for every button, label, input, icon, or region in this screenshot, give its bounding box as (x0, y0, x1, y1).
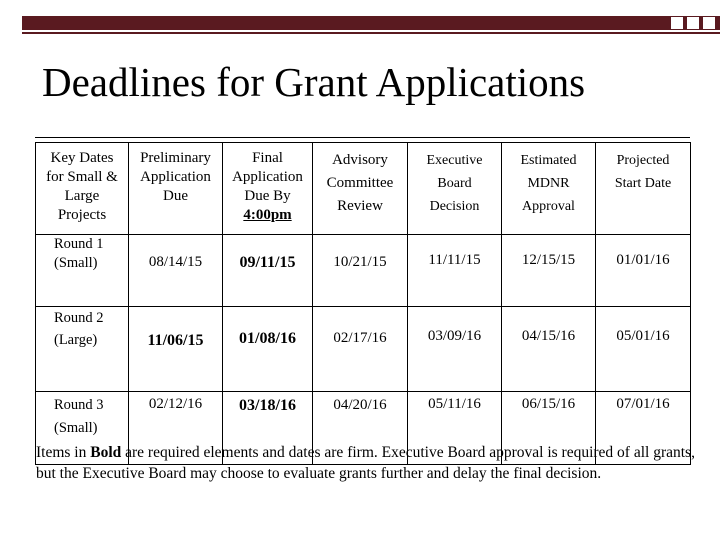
table-row (36, 307, 691, 392)
header-key-dates: Key Dates for Small & Large Projects (36, 143, 129, 235)
page-title: Deadlines for Grant Applications (42, 59, 586, 105)
deadlines-table (35, 142, 691, 465)
table-cell: 01/01/16 (596, 235, 691, 307)
header-final-application: Final Application Due By 4:00pm (223, 143, 313, 235)
bold-keyword: Bold (90, 444, 122, 461)
table-cell: 05/01/16 (596, 307, 691, 392)
footnote-text: Items in Bold are required elements and dates are firm. Executive Board approval is required of all grants, but the Executive Board may choose to evaluate grants further and delay the final decision. (36, 444, 695, 482)
decoration-square (686, 16, 700, 30)
table-row (36, 235, 691, 307)
table-header-row (36, 143, 691, 235)
table-cell: 12/15/15 (502, 235, 596, 307)
table-cell: 11/06/15 (129, 307, 223, 392)
table-cell: 09/11/15 (223, 235, 313, 307)
table-cell: 02/12/16 (129, 392, 223, 465)
row-label: Round 3 (Small) (36, 392, 129, 465)
header-projected-start: Projected Start Date (596, 143, 691, 235)
header-advisory-committee: Advisory Committee Review (313, 143, 408, 235)
header-executive-board: Executive Board Decision (408, 143, 502, 235)
table-cell: 07/01/16 (596, 392, 691, 465)
row-label: Round 1 (Small) (36, 235, 129, 307)
row-label: Round 2 (Large) (36, 307, 129, 392)
decoration-square (702, 16, 716, 30)
table-cell: 10/21/15 (313, 235, 408, 307)
header-decoration-line (22, 32, 720, 34)
table-cell: 04/15/16 (502, 307, 596, 392)
table-cell: 11/11/15 (408, 235, 502, 307)
title-divider (35, 137, 690, 138)
decoration-square (670, 16, 684, 30)
table-cell: 02/17/16 (313, 307, 408, 392)
header-estimated-mdnr: Estimated MDNR Approval (502, 143, 596, 235)
table-cell: 03/18/16 (223, 392, 313, 465)
table-cell: 03/09/16 (408, 307, 502, 392)
table-cell: 04/20/16 (313, 392, 408, 465)
table-cell: 05/11/16 (408, 392, 502, 465)
header-preliminary-application: Preliminary Application Due (129, 143, 223, 235)
table-cell: 08/14/15 (129, 235, 223, 307)
header-decoration-bar (22, 16, 720, 30)
table-cell: 01/08/16 (223, 307, 313, 392)
table-cell: 06/15/16 (502, 392, 596, 465)
